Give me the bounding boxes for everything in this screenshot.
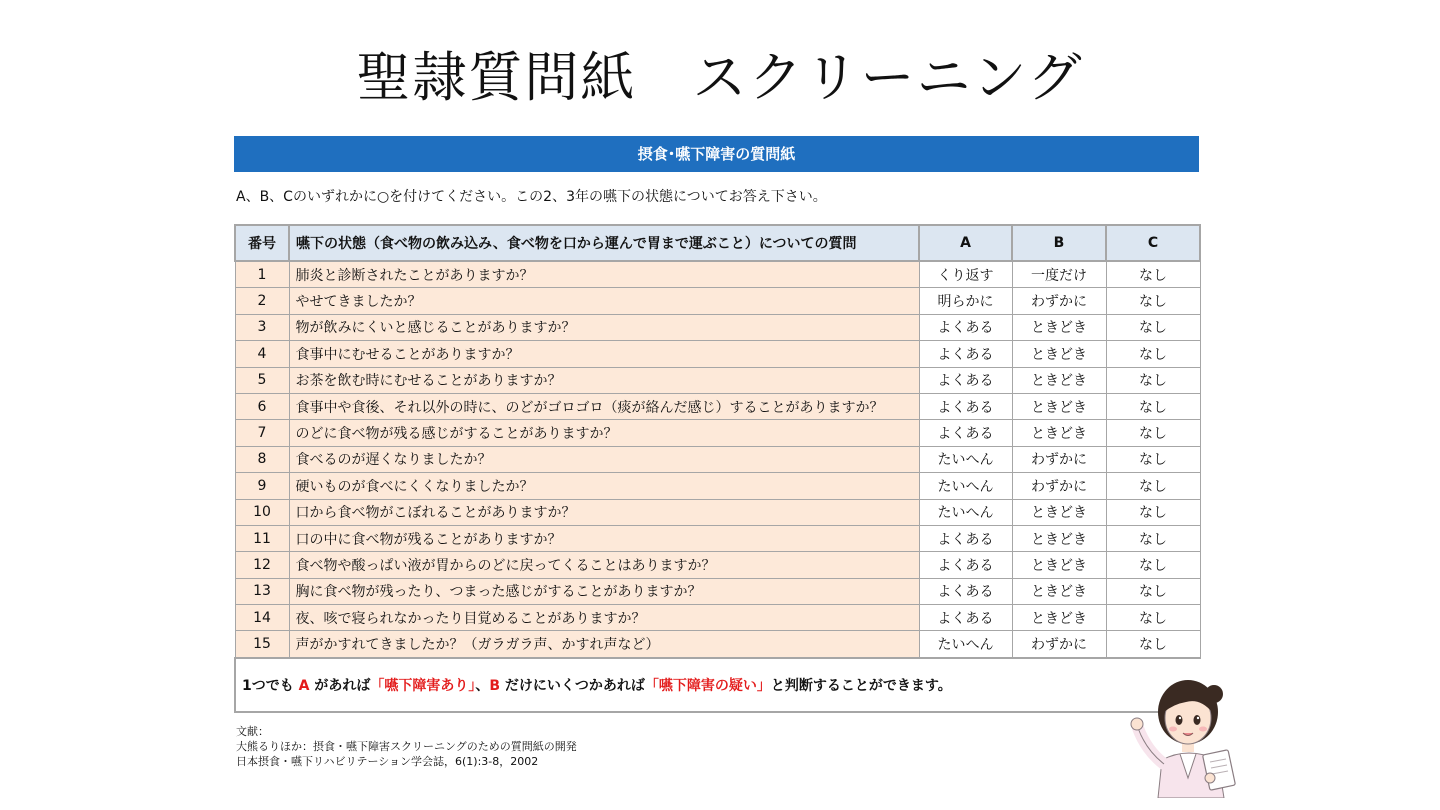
row-question: お茶を飲む時にむせることがありますか？	[289, 367, 919, 393]
slide-title: 聖隷質問紙 スクリーニング	[356, 46, 1084, 109]
option-c: なし	[1106, 261, 1200, 288]
option-b: わずかに	[1012, 288, 1106, 314]
table-row	[235, 473, 1200, 499]
table-row	[235, 341, 1200, 367]
table-row	[235, 261, 1200, 288]
option-b: ときどき	[1012, 367, 1106, 393]
row-question: 物が飲みにくいと感じることがありますか？	[289, 314, 919, 340]
row-question: のどに食べ物が残る感じがすることがありますか？	[289, 420, 919, 446]
option-a: たいへん	[919, 499, 1012, 525]
option-a: 明らかに	[919, 288, 1012, 314]
row-number: 11	[235, 525, 289, 551]
row-number: 6	[235, 393, 289, 419]
option-a: よくある	[919, 525, 1012, 551]
table-row	[235, 367, 1200, 393]
table-row	[235, 314, 1200, 340]
judgement-part: だけにいくつかあれば	[504, 677, 645, 694]
judgement-b-label: B	[489, 677, 501, 694]
option-a: たいへん	[919, 631, 1012, 658]
row-question: 硬いものが食べにくくなりましたか？	[289, 473, 919, 499]
row-number: 13	[235, 578, 289, 604]
questionnaire-table	[234, 224, 1201, 713]
option-c: なし	[1106, 605, 1200, 631]
option-c: なし	[1106, 499, 1200, 525]
option-b: ときどき	[1012, 578, 1106, 604]
row-number: 7	[235, 420, 289, 446]
row-number: 8	[235, 446, 289, 472]
option-c: なし	[1106, 631, 1200, 658]
reference-block	[236, 724, 577, 769]
judgement-part: 1つでも	[242, 677, 294, 694]
judgement-part: 、	[475, 677, 490, 694]
option-c: なし	[1106, 473, 1200, 499]
table-row	[235, 420, 1200, 446]
row-question: 食べるのが遅くなりましたか？	[289, 446, 919, 472]
reference-line-2: 日本摂食・嚥下リハビリテーション学会誌，6(1):3-8，2002	[236, 755, 539, 768]
row-question: 胸に食べ物が残ったり、つまった感じがすることがありますか？	[289, 578, 919, 604]
option-c: なし	[1106, 525, 1200, 551]
table-row	[235, 393, 1200, 419]
option-a: よくある	[919, 420, 1012, 446]
option-b: ときどき	[1012, 420, 1106, 446]
row-number: 9	[235, 473, 289, 499]
row-question: やせてきましたか？	[289, 288, 919, 314]
option-b: ときどき	[1012, 499, 1106, 525]
option-c: なし	[1106, 393, 1200, 419]
table-row	[235, 446, 1200, 472]
option-c: なし	[1106, 341, 1200, 367]
option-b: わずかに	[1012, 446, 1106, 472]
row-question: 食事中や食後、それ以外の時に、のどがゴロゴロ（痰が絡んだ感じ）することがありますか？	[289, 393, 919, 419]
row-number: 5	[235, 367, 289, 393]
option-a: よくある	[919, 552, 1012, 578]
option-c: なし	[1106, 367, 1200, 393]
option-b: ときどき	[1012, 552, 1106, 578]
option-a: たいへん	[919, 473, 1012, 499]
table-row	[235, 288, 1200, 314]
option-c: なし	[1106, 446, 1200, 472]
row-number: 3	[235, 314, 289, 340]
judgement-part: があれば	[314, 677, 371, 694]
row-number: 10	[235, 499, 289, 525]
header-c: C	[1106, 225, 1200, 261]
judgement-text	[235, 658, 1200, 712]
option-a: よくある	[919, 605, 1012, 631]
option-c: なし	[1106, 288, 1200, 314]
header-question: 嚥下の状態（食べ物の飲み込み、食べ物を口から運んで胃まで運ぶこと）についての質問	[289, 225, 919, 261]
row-number: 4	[235, 341, 289, 367]
form-header: 摂食･嚥下障害の質問紙	[234, 136, 1199, 172]
row-number: 14	[235, 605, 289, 631]
row-question: 食べ物や酸っぱい液が胃からのどに戻ってくることはありますか？	[289, 552, 919, 578]
instruction-text: A、B、Cのいずれかに○を付けてください。この2、3年の嚥下の状態についてお答え下さい。	[236, 189, 827, 205]
option-b: わずかに	[1012, 631, 1106, 658]
row-question: 肺炎と診断されたことがありますか？	[289, 261, 919, 288]
option-b: ときどき	[1012, 314, 1106, 340]
option-a: くり返す	[919, 261, 1012, 288]
table-row	[235, 525, 1200, 551]
option-a: よくある	[919, 341, 1012, 367]
judgement-result-1: 「嚥下障害あり」	[370, 677, 476, 694]
row-question: 口の中に食べ物が残ることがありますか？	[289, 525, 919, 551]
reference-line-1: 大熊るりほか：摂食・嚥下障害スクリーニングのための質問紙の開発	[236, 740, 577, 753]
option-c: なし	[1106, 420, 1200, 446]
option-a: よくある	[919, 578, 1012, 604]
judgement-result-2: 「嚥下障害の疑い」	[644, 677, 771, 694]
table-header-row	[235, 225, 1200, 261]
row-question: 食事中にむせることがありますか？	[289, 341, 919, 367]
table-row	[235, 631, 1200, 658]
table-row	[235, 499, 1200, 525]
row-number: 2	[235, 288, 289, 314]
row-question: 声がかすれてきましたか？（ガラガラ声、かすれ声など）	[289, 631, 919, 658]
reference-label: 文献：	[236, 725, 269, 738]
option-b: わずかに	[1012, 473, 1106, 499]
table-row	[235, 605, 1200, 631]
option-b: ときどき	[1012, 393, 1106, 419]
header-b: B	[1012, 225, 1106, 261]
header-a: A	[919, 225, 1012, 261]
table-row	[235, 578, 1200, 604]
option-b: ときどき	[1012, 525, 1106, 551]
option-a: よくある	[919, 393, 1012, 419]
judgement-a-label: A	[298, 677, 310, 694]
option-b: 一度だけ	[1012, 261, 1106, 288]
nurse-illustration	[1128, 668, 1248, 798]
row-number: 15	[235, 631, 289, 658]
option-a: よくある	[919, 314, 1012, 340]
option-a: よくある	[919, 367, 1012, 393]
row-question: 口から食べ物がこぼれることがありますか？	[289, 499, 919, 525]
table-row	[235, 552, 1200, 578]
header-number: 番号	[235, 225, 289, 261]
option-c: なし	[1106, 552, 1200, 578]
table-body	[235, 261, 1200, 658]
option-a: たいへん	[919, 446, 1012, 472]
option-b: ときどき	[1012, 605, 1106, 631]
row-question: 夜、咳で寝られなかったり目覚めることがありますか？	[289, 605, 919, 631]
option-c: なし	[1106, 578, 1200, 604]
judgement-part: と判断することができます。	[770, 677, 952, 694]
judgement-row	[235, 658, 1200, 712]
option-b: ときどき	[1012, 341, 1106, 367]
row-number: 1	[235, 261, 289, 288]
option-c: なし	[1106, 314, 1200, 340]
row-number: 12	[235, 552, 289, 578]
